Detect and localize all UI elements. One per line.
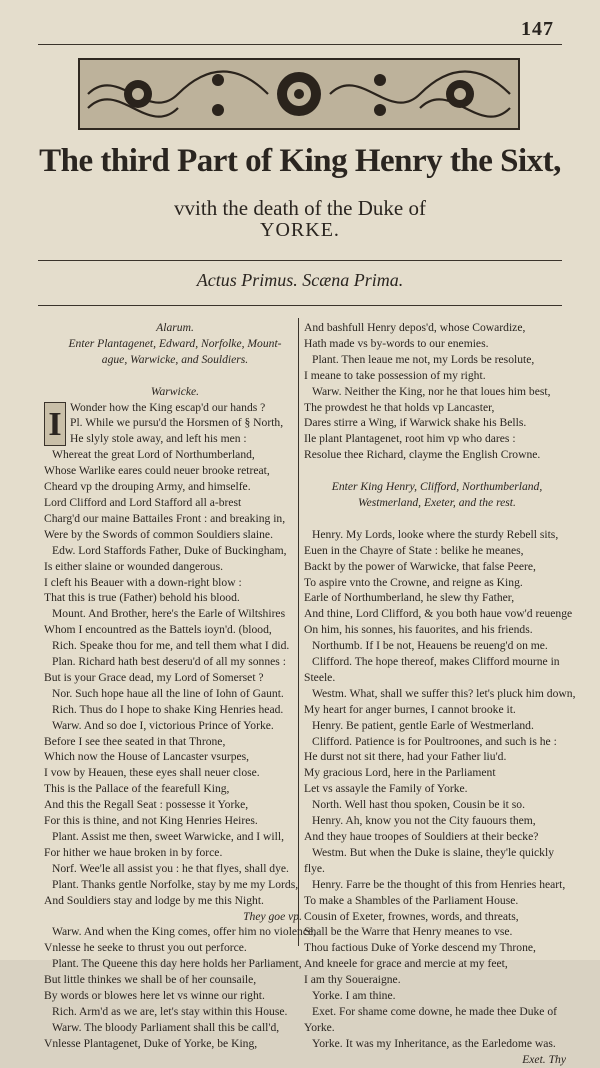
text-line: Whom I encountred as the Battels ioyn'd. (blood, [44, 623, 272, 637]
text-line: And thine, Lord Clifford, & you both haue vow'd reuenge [304, 607, 573, 621]
text-line: Backt by the power of Warwicke, that false Peere, [304, 559, 536, 573]
text-line: The prowdest he that holds vp Lancaster, [304, 400, 495, 414]
text-line: For this is thine, and not King Henries Heires. [44, 814, 258, 828]
text-line: He slyly stole away, and left his men : [70, 432, 247, 446]
text-line: Henry. My Lords, looke where the sturdy Rebell sits, [312, 527, 559, 541]
text-line: Henry. Farre be the thought of this from Henries heart, [312, 877, 566, 891]
text-line: Vnlesse Plantagenet, Duke of Yorke, be King, [44, 1036, 258, 1050]
text-line: Alarum. [156, 321, 194, 334]
ornamental-headpiece [78, 58, 520, 130]
drop-cap-block [44, 400, 306, 448]
text-line: Plant. Thanks gentle Norfolke, stay by me my Lords, [52, 877, 299, 891]
text-line: I am thy Soueraigne. [304, 973, 401, 987]
text-line: Clifford. Patience is for Poultroones, and such is he : [312, 734, 557, 748]
text-line: On him, his sonnes, his fauorites, and his friends. [304, 623, 533, 637]
text-line: Westmerland, Exeter, and the rest. [358, 495, 516, 509]
text-line: Warw. Neither the King, nor he that loues him best, [312, 384, 551, 398]
page-number: 147 [521, 18, 554, 40]
text-line: And kneele for grace and mercie at my feet, [304, 957, 508, 971]
text-line: Let vs assayle the Family of Yorke. [304, 782, 468, 796]
text-line: Steele. [304, 670, 336, 684]
drop-cap-letter: I [44, 402, 66, 446]
text-line: ague, Warwicke, and Souldiers. [101, 352, 249, 366]
text-line: To aspire vnto the Crowne, and reigne as King. [304, 575, 523, 589]
text-line: Enter Plantagenet, Edward, Norfolke, Mount- [68, 336, 282, 350]
text-line: I vow by Heauen, these eyes shall neuer close. [44, 766, 260, 780]
text-line: My heart for anger burnes, I cannot brooke it. [304, 702, 516, 716]
text-column-left [44, 320, 317, 1052]
text-line: Edw. Lord Staffords Father, Duke of Buckingham, [52, 543, 287, 557]
text-line: But is your Grace dead, my Lord of Somerset ? [44, 670, 264, 684]
text-line: Before I see thee seated in that Throne, [44, 734, 226, 748]
text-line: North. Well hast thou spoken, Cousin be it so. [312, 798, 526, 812]
text-line: Warwicke. [150, 384, 200, 398]
text-line: And Souldiers stay and lodge by me this Night. [44, 893, 264, 907]
text-line [304, 511, 570, 527]
title-rule-top [38, 260, 562, 261]
text-line: For hither we haue broken in by force. [44, 845, 223, 859]
text-line: And this the Regall Seat : possesse it Yorke, [44, 798, 249, 812]
text-line: I meane to take possession of my right. [304, 368, 486, 382]
text-line: Westm. But when the Duke is slaine, they'le quickly [312, 845, 555, 859]
text-line: But little thinkes we shall be of her counsaile, [44, 973, 257, 987]
text-line: Warw. And when the King comes, offer him no violence, [52, 925, 317, 939]
text-line: Plant. The Queene this day here holds her Parliament, [52, 957, 302, 971]
text-line: Thou factious Duke of Yorke descend my Throne, [304, 941, 536, 955]
play-subtitle: vvith the death of the Duke of [174, 196, 426, 220]
text-line: Ile plant Plantagenet, root him vp who dares : [304, 432, 516, 446]
text-line: Westm. What, shall we suffer this? let's pluck him down, [312, 686, 576, 700]
text-line: Plan. Richard hath best deseru'd of all my sonnes : [52, 655, 286, 669]
play-title: The third Part of King Henry the Sixt, [39, 143, 561, 179]
text-line: To make a Shambles of the Parliament House. [304, 893, 519, 907]
text-line: Euen in the Chayre of State : belike he meanes, [304, 543, 524, 557]
title-rule-bottom [38, 305, 562, 306]
text-line: Rich. Thus do I hope to shake King Henries head. [52, 702, 284, 716]
text-line: Plant. Then leaue me not, my Lords be resolute, [312, 352, 535, 366]
text-line: That this is true (Father) behold his blood. [44, 591, 240, 605]
text-line: Whose Warlike eares could neuer brooke retreat, [44, 464, 270, 478]
text-line: Hath made vs by-words to our enemies. [304, 336, 489, 350]
text-line: Cousin of Exeter, frownes, words, and threats, [304, 909, 519, 923]
text-line: Yorke. It was my Inheritance, as the Earledome was. [312, 1036, 556, 1050]
text-line: Whereat the great Lord of Northumberland, [52, 448, 255, 462]
text-line: Exet. Thy [522, 1052, 566, 1066]
header-rule [38, 44, 562, 45]
text-line: Earle of Northumberland, he slew thy Father, [304, 591, 515, 605]
text-line: Pl. While we pursu'd the Horsmen of § North, [70, 416, 284, 430]
text-line: Exet. For shame come downe, he made thee Duke of [312, 1004, 557, 1018]
text-line: Dares stirre a Wing, if Warwick shake his Bells. [304, 416, 527, 430]
play-subtitle-yorke: YORKE. [260, 219, 340, 241]
text-line: They goe vp. [243, 909, 302, 923]
text-line: Charg'd our maine Battailes Front : and breaking in, [44, 511, 286, 525]
text-line: Norf. Wee'le all assist you : he that flyes, shall dye. [52, 861, 289, 875]
text-line: flye. [304, 861, 325, 875]
text-line [44, 368, 306, 384]
text-line: Northumb. If I be not, Heauens be reueng'd on me. [312, 639, 548, 653]
text-line: Clifford. The hope thereof, makes Clifford mourne in [312, 655, 560, 669]
text-line: And bashfull Henry depos'd, whose Cowardize, [304, 321, 526, 334]
text-line: This is the Pallace of the fearefull King, [44, 782, 230, 796]
text-line: I cleft his Beauer with a down-right blow : [44, 575, 242, 589]
text-line: My gracious Lord, here in the Parliament [304, 766, 496, 780]
text-line: Enter King Henry, Clifford, Northumberland, [331, 480, 543, 494]
text-line: Rich. Arm'd as we are, let's stay within this House. [52, 1004, 288, 1018]
text-line: Lord Clifford and Lord Stafford all a-brest [44, 495, 242, 509]
text-line: Cheard vp the drouping Army, and himselfe. [44, 480, 251, 494]
text-line: Plant. Assist me then, sweet Warwicke, and I will, [52, 830, 284, 843]
text-line: Yorke. [304, 1020, 335, 1034]
text-line: Resolue thee Richard, clayme the English Crowne. [304, 448, 541, 462]
text-line: Rich. Speake thou for me, and tell them what I did. [52, 639, 290, 653]
text-line: Is either slaine or wounded dangerous. [44, 559, 224, 573]
text-line: Vnlesse he seeke to thrust you out perforce. [44, 941, 247, 955]
text-line: And they haue troopes of Souldiers at their becke? [304, 830, 539, 843]
text-line: By words or blowes here let vs winne our right. [44, 989, 265, 1003]
act-scene-heading: Actus Primus. Scæna Prima. [196, 270, 404, 290]
text-line: Warw. And so doe I, victorious Prince of Yorke. [52, 718, 274, 732]
text-line: Henry. Ah, know you not the City fauours them, [312, 814, 536, 828]
text-line: Shall be the Warre that Henry meanes to vse. [304, 925, 513, 939]
text-line: Warw. The bloody Parliament shall this be call'd, [52, 1020, 280, 1034]
text-line: Which now the House of Lancaster vsurpes, [44, 750, 250, 764]
text-line: Wonder how the King escap'd our hands ? [70, 400, 266, 414]
text-line [304, 463, 570, 479]
text-column-right [304, 320, 576, 1068]
text-line: He durst not sit there, had your Father liu'd. [304, 750, 507, 764]
text-line: Nor. Such hope haue all the line of Iohn of Gaunt. [52, 686, 284, 700]
text-line: Mount. And Brother, here's the Earle of Wiltshires [52, 607, 286, 621]
text-line: Henry. Be patient, gentle Earle of Westmerland. [312, 718, 534, 732]
text-line: Yorke. I am thine. [312, 989, 396, 1003]
text-line: Were by the Swords of common Souldiers slaine. [44, 527, 273, 541]
